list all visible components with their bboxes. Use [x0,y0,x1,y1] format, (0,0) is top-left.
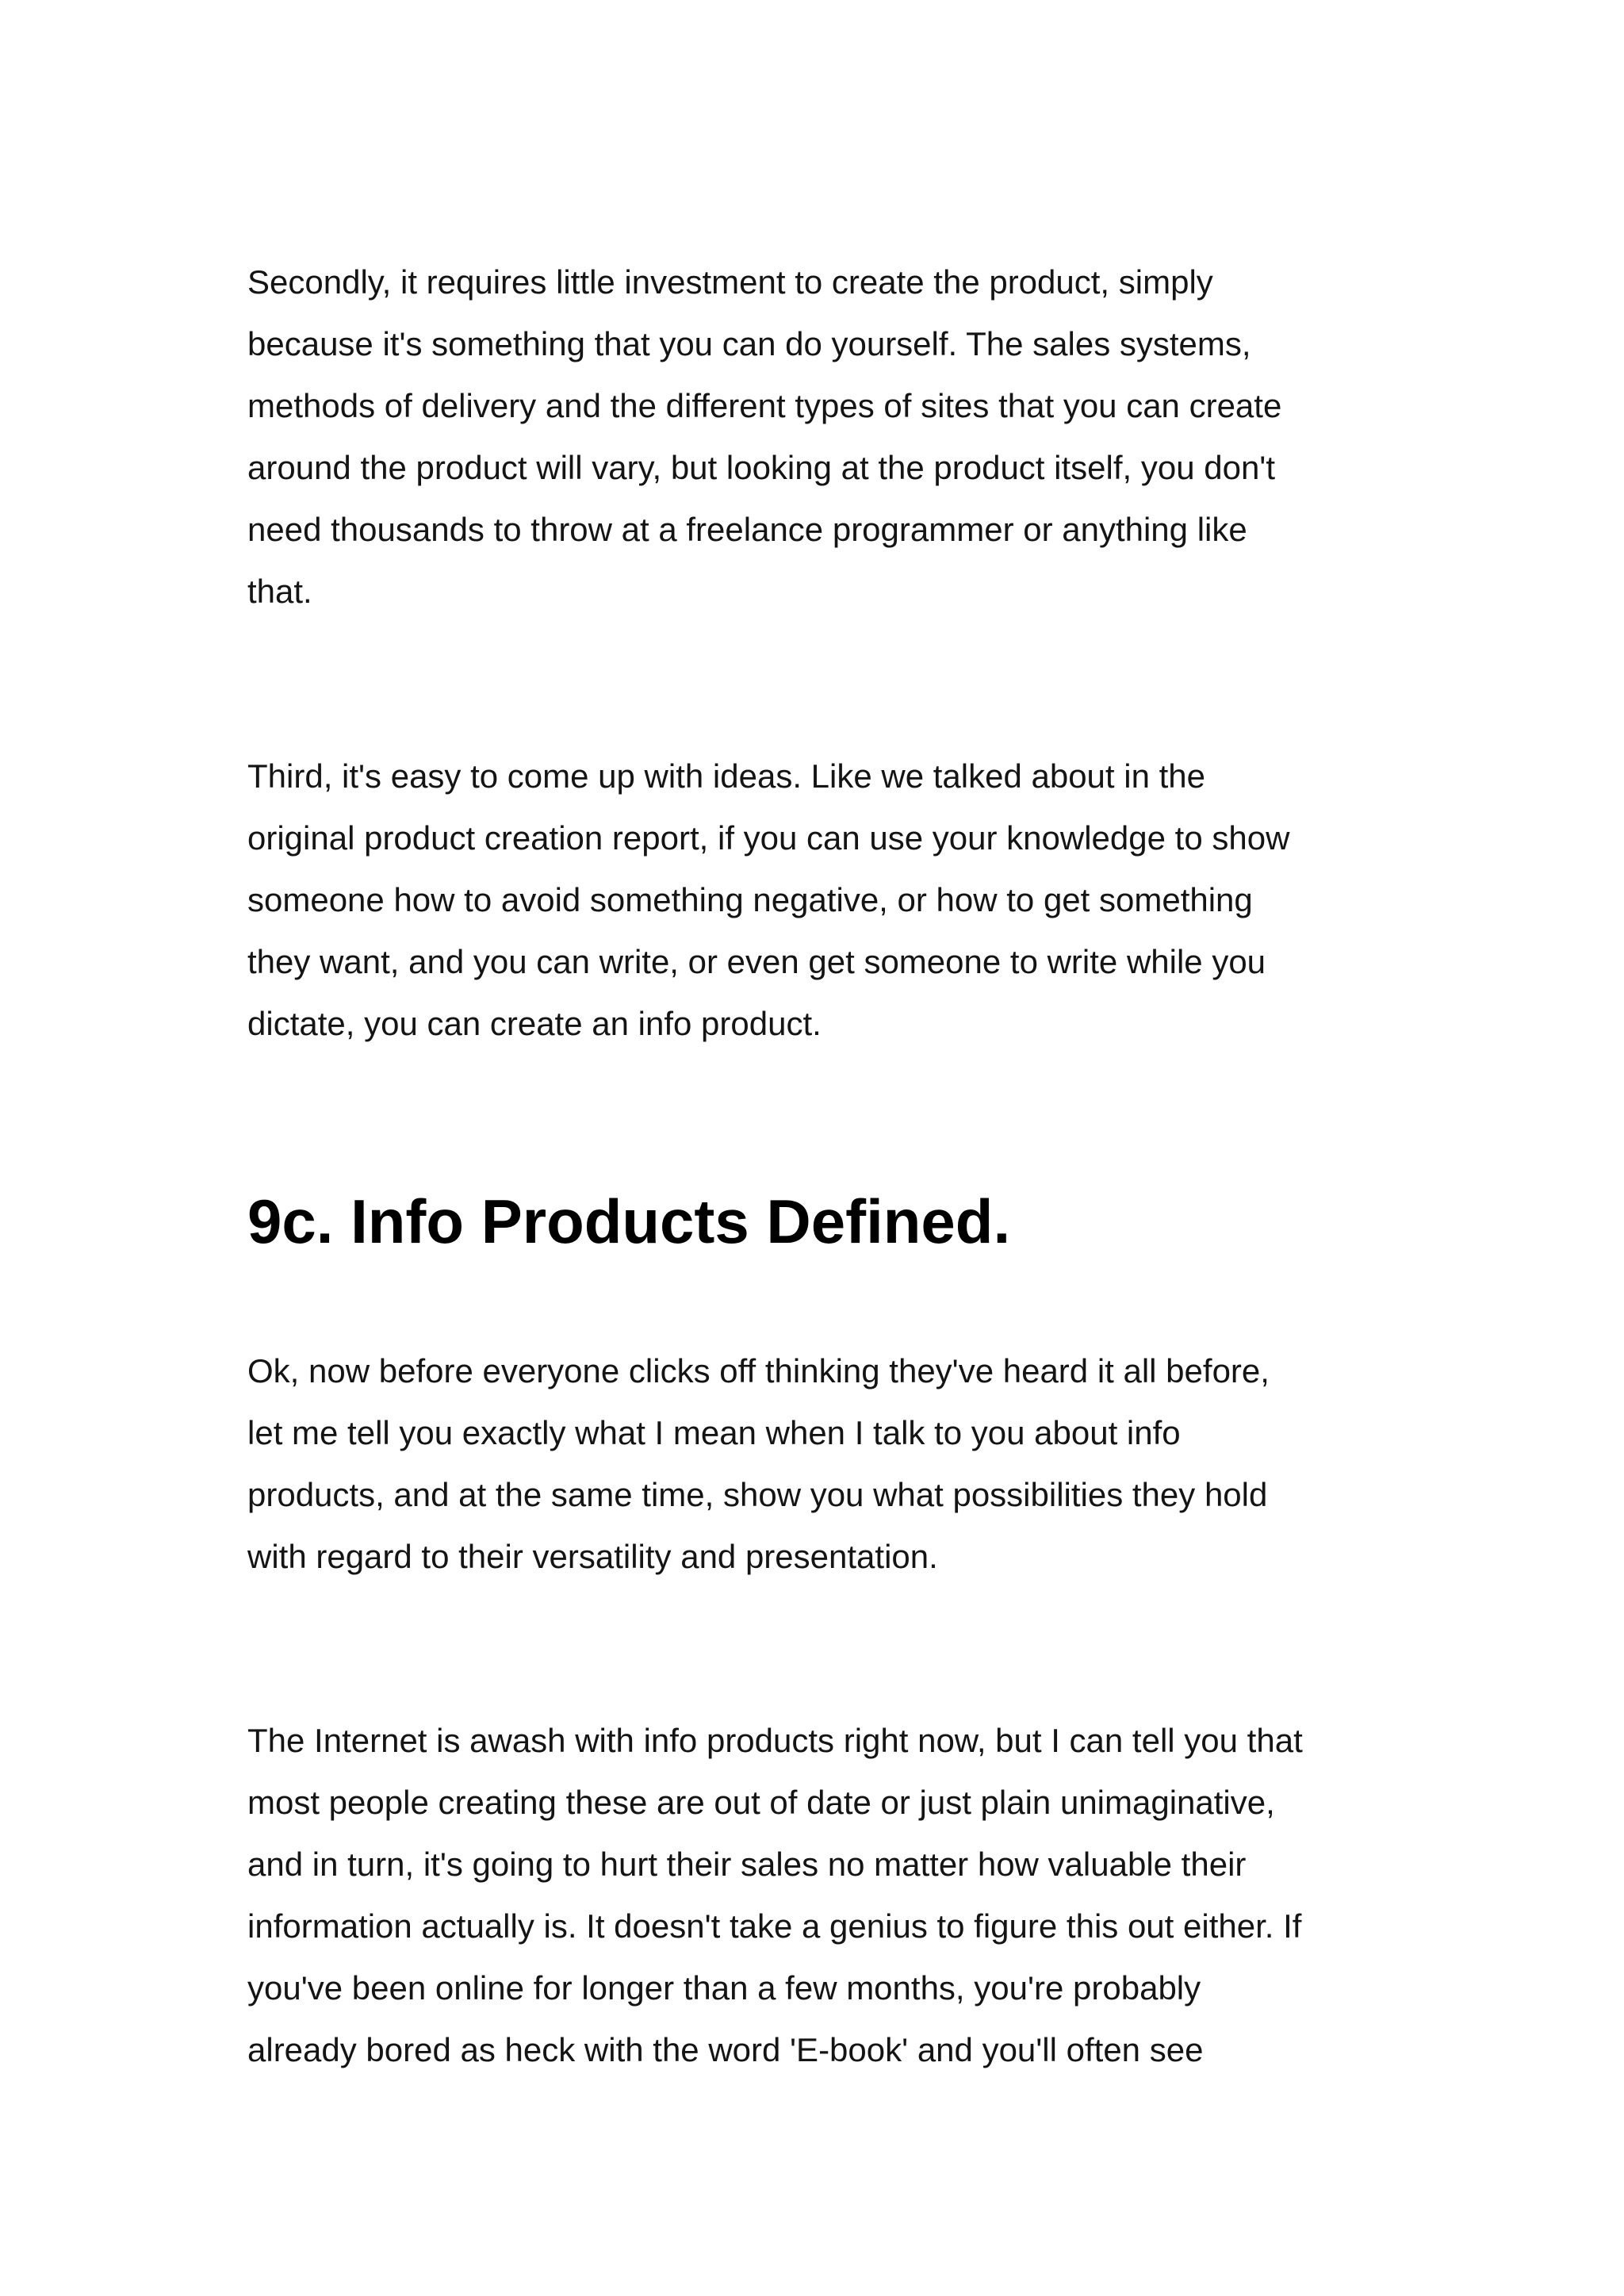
text-line: around the product will vary, but looking at the product itself, you don't [247,449,1275,486]
text-line: with regard to their versatility and presentation. [247,1538,938,1575]
text-line: products, and at the same time, show you what possibilities they hold [247,1476,1268,1513]
text-line: because it's something that you can do yourself. The sales systems, [247,325,1251,362]
text-line: Third, it's easy to come up with ideas. Like we talked about in the [247,757,1205,795]
section-heading: 9c. Info Products Defined. [247,1186,1011,1256]
paragraph-definition-intro [247,1340,1270,1588]
text-line: need thousands to throw at a freelance programmer or anything like [247,511,1247,548]
text-line: you've been online for longer than a few months, you're probably [247,1969,1201,2007]
text-line: dictate, you can create an info product. [247,1005,822,1042]
text-line: they want, and you can write, or even get someone to write while you [247,943,1266,980]
text-line: The Internet is awash with info products right now, but I can tell you that [247,1722,1303,1759]
text-line: information actually is. It doesn't take a genius to figure this out either. If [247,1907,1302,1945]
paragraph-low-investment [247,251,1281,623]
text-line: already bored as heck with the word 'E-book' and you'll often see [247,2031,1204,2068]
paragraph-internet-awash [247,1710,1303,2081]
paragraph-easy-ideas [247,746,1289,1055]
text-line: and in turn, it's going to hurt their sales no matter how valuable their [247,1846,1247,1883]
text-line: someone how to avoid something negative, or how to get something [247,881,1253,918]
text-line: methods of delivery and the different types of sites that you can create [247,387,1282,424]
text-line: that. [247,573,312,610]
text-line: most people creating these are out of date or just plain unimaginative, [247,1784,1275,1821]
text-line: Ok, now before everyone clicks off thinking they've heard it all before, [247,1352,1270,1389]
text-line: let me tell you exactly what I mean when I talk to you about info [247,1414,1181,1451]
text-line: Secondly, it requires little investment to create the product, simply [247,263,1213,301]
text-line: original product creation report, if you can use your knowledge to show [247,819,1290,857]
